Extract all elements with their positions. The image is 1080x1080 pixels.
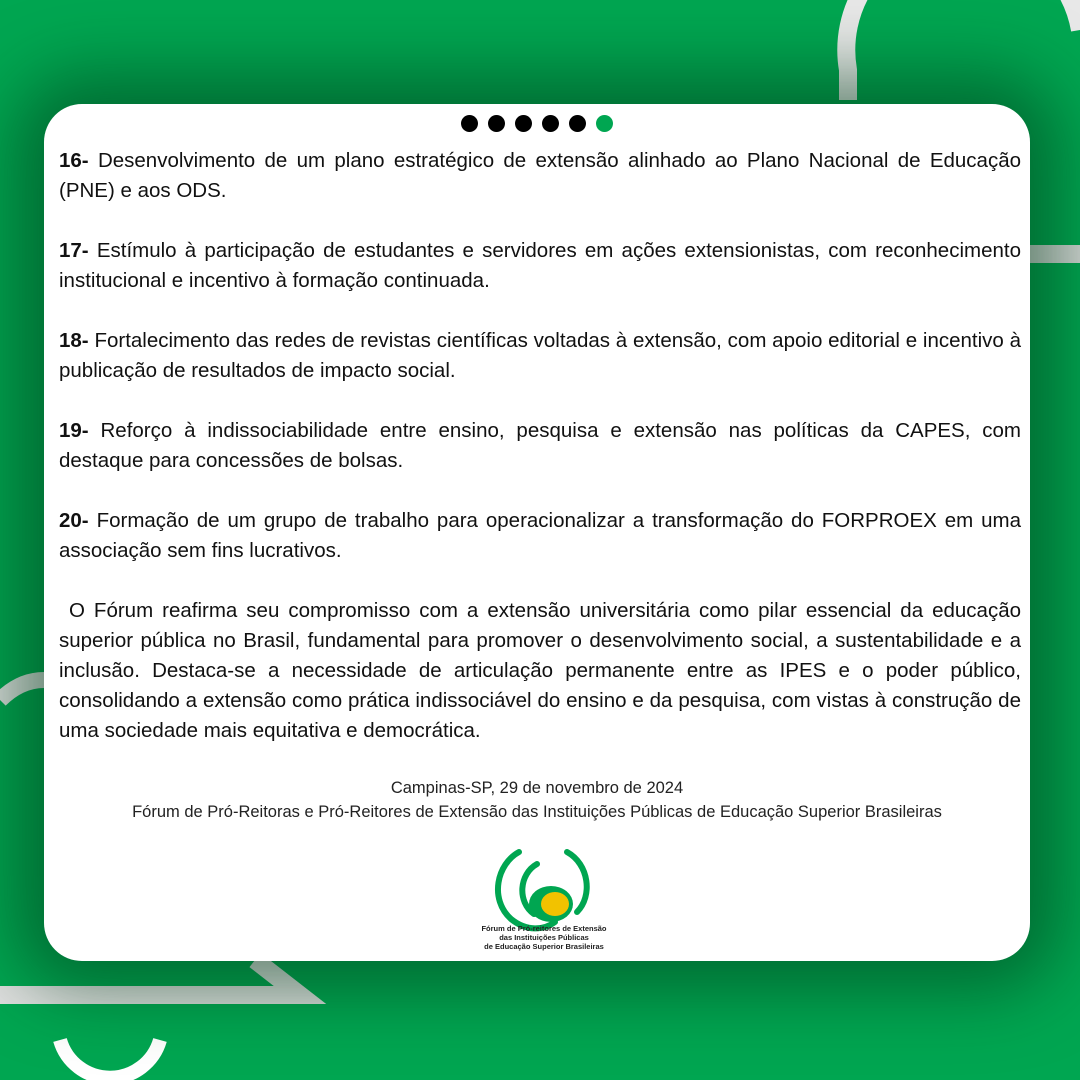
item-text: Estímulo à participação de estudantes e servidores em ações extensionistas, com reconhecimento institucional e incentivo à formação continuada. — [59, 239, 1021, 292]
left-arc-shape — [0, 680, 44, 700]
document-body — [59, 146, 1021, 776]
item-number: 18- — [59, 329, 89, 352]
page-dot-5[interactable] — [569, 115, 586, 132]
organization-name: Fórum de Pró-Reitoras e Pró-Reitores de Extensão das Instituições Públicas de Educação Superior Brasileiras — [132, 803, 942, 821]
item-text: Formação de um grupo de trabalho para operacionalizar a transformação do FORPROEX em uma associação sem fins lucrativos. — [59, 509, 1021, 562]
place-date: Campinas-SP, 29 de novembro de 2024 — [390, 779, 684, 797]
pagination-dots — [44, 115, 1030, 132]
top-right-arc-shape — [846, 0, 1080, 100]
page-dot-2[interactable] — [488, 115, 505, 132]
footer — [44, 776, 1030, 824]
list-item — [59, 236, 1021, 296]
item-text: Reforço à indissociabilidade entre ensino, pesquisa e extensão nas políticas da CAPES, com destaque para concessões de bolsas. — [59, 419, 1022, 472]
right-bar-shape — [1030, 245, 1080, 263]
logo-caption-line: de Educação Superior Brasileiras — [484, 942, 604, 951]
list-item — [59, 326, 1021, 386]
page-dot-1[interactable] — [461, 115, 478, 132]
page-dot-3[interactable] — [515, 115, 532, 132]
closing-paragraph: O Fórum reafirma seu compromisso com a extensão universitária como pilar essencial da educação superior pública no Brasil, fundamental para promover o desenvolvimento social, a sustentabilidade e a inclusão. Destaca-se a necessidade de articulação permanente entre as IPES e o poder público, consolidando a extensão como prática indissociável do ensino e da pesquisa, com vistas à construção de uma sociedade mais equitativa e democrática. — [59, 599, 1021, 742]
list-item — [59, 146, 1021, 206]
logo-caption-line: das Instituições Públicas — [499, 933, 589, 942]
logo-caption-line: Fórum de Pró-reitores de Extensão — [481, 924, 607, 933]
bottom-left-cup-shape — [60, 1040, 160, 1078]
item-number: 16- — [59, 149, 89, 172]
list-item — [59, 416, 1021, 476]
item-number: 19- — [59, 419, 89, 442]
item-text: Desenvolvimento de um plano estratégico de extensão alinhado ao Plano Nacional de Educação (PNE) e aos ODS. — [59, 149, 1022, 202]
item-text: Fortalecimento das redes de revistas científicas voltadas à extensão, com apoio editorial e incentivo à publicação de resultados de impacto social. — [59, 329, 1021, 382]
bottom-left-line-shape — [0, 960, 300, 995]
logo-caption — [444, 924, 644, 951]
list-item — [59, 506, 1021, 566]
page-dot-6-active[interactable] — [596, 115, 613, 132]
page-dot-4[interactable] — [542, 115, 559, 132]
content-card — [44, 104, 1030, 961]
item-number: 17- — [59, 239, 89, 262]
item-number: 20- — [59, 509, 89, 532]
